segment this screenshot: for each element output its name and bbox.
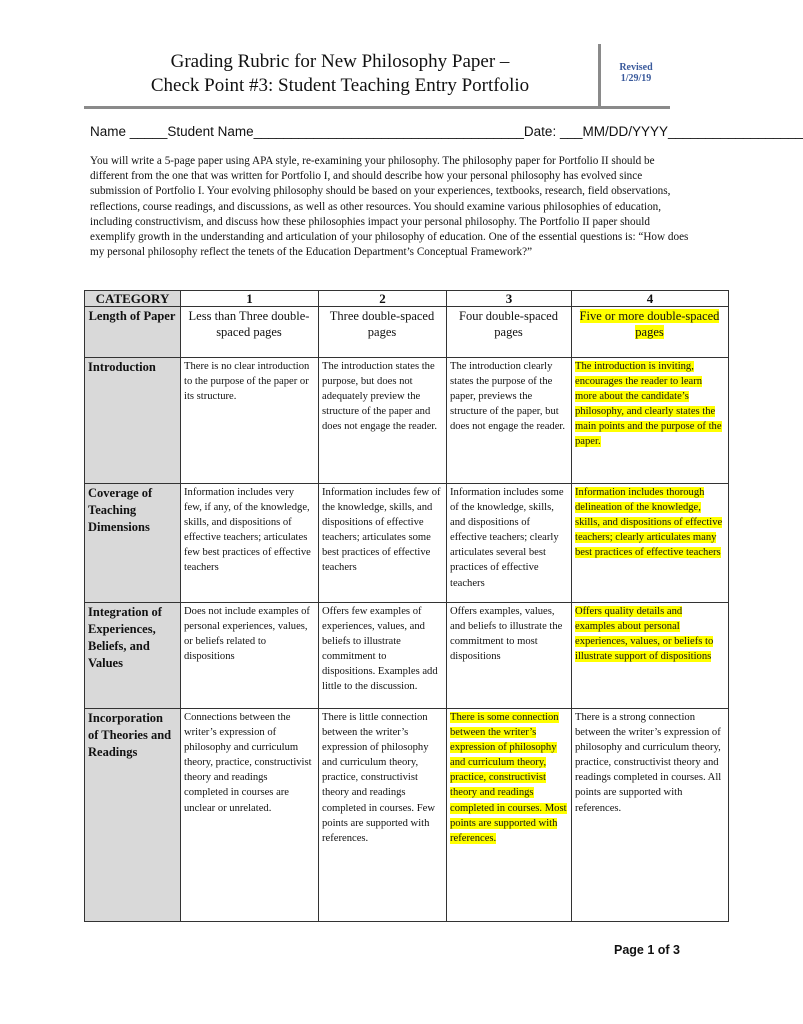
integration-score-2-text: Offers few examples of experiences, values, and beliefs to illustrate commitment to dispositions. Examples add little to the discussion. [322, 606, 438, 693]
incorporation-score-4-text: There is a strong connection between the writer’s expression of philosophy and curriculum theory, practice, constructivist theory and readings completed in courses. All points are supported with references. [575, 712, 722, 814]
category-length: Length of Paper [85, 307, 181, 358]
header-score-3: 3 [447, 291, 572, 307]
introduction-score-4 [572, 358, 729, 484]
rubric-header-row [85, 291, 729, 307]
name-date-line [90, 124, 803, 139]
introduction-score-2-text: The introduction states the purpose, but does not adequately preview the structure of the paper and does not engage the reader. [322, 361, 438, 433]
category-integration: Integration of Experiences, Beliefs, and Values [85, 603, 181, 709]
rubric-table [84, 290, 729, 922]
date-label: Date: [523, 124, 557, 139]
length-score-1 [181, 307, 319, 358]
incorporation-score-1-text: Connections between the writer’s expression of philosophy and curriculum theory, practice, constructivist theory and readings completed in courses are unclear or unrelated. [184, 712, 312, 814]
incorporation-score-3 [447, 709, 572, 922]
length-score-1-text: Less than Three double-spaced pages [188, 309, 310, 339]
name-value: _____Student Name____________________________________ [129, 124, 524, 139]
coverage-score-1 [181, 484, 319, 603]
introduction-score-2 [319, 358, 447, 484]
instructions-paragraph: You will write a 5-page paper using APA style, re-examining your philosophy. The philosophy paper for Portfolio II should be different from the one that was written for Portfolio I, and should describe how your personal philosophy has evolved since submission of Portfolio I. Your evolving philosophy should be based on your experiences, textbooks, research, field observations, reflections, course readings, and discussions, as well as other resources. You should examine various philosophies of education, including constructivism, and discuss how these philosophies impact your personal philosophy. The Portfolio II paper should exemplify growth in the understanding and articulation of your philosophy of education. One of the essential questions is: “How does my personal philosophy reflect the tenets of the Education Department’s Conceptual Framework?” [90, 155, 689, 259]
date-value: ___MM/DD/YYYY__________________ [559, 124, 803, 139]
length-score-2 [319, 307, 447, 358]
rubric-row-introduction [85, 358, 729, 484]
title-line-1: Grading Rubric for New Philosophy Paper – [170, 51, 510, 72]
introduction-score-3-text: The introduction clearly states the purpose of the paper, previews the structure of the paper, but does not engage the reader. [450, 361, 566, 433]
length-score-3-text: Four double-spaced pages [459, 309, 558, 339]
coverage-score-2 [319, 484, 447, 603]
name-label: Name [90, 124, 127, 139]
title-line-2: Check Point #3: Student Teaching Entry Portfolio [150, 75, 530, 96]
rubric-row-incorporation [85, 709, 729, 922]
integration-score-1-text: Does not include examples of personal experiences, values, or beliefs related to dispositions [184, 606, 310, 663]
revised-stamp [614, 62, 658, 84]
document-header [84, 44, 670, 109]
incorporation-score-2-text: There is little connection between the writer’s expression of philosophy and curriculum theory, practice, constructivist theory and readings completed in courses. Few points are supported with references. [322, 712, 435, 844]
category-introduction: Introduction [85, 358, 181, 484]
header-category: CATEGORY [85, 291, 181, 307]
category-incorporation: Incorporation of Theories and Readings [85, 709, 181, 922]
coverage-score-3 [447, 484, 572, 603]
incorporation-score-4 [572, 709, 729, 922]
length-score-3 [447, 307, 572, 358]
coverage-score-2-text: Information includes few of the knowledge, skills, and dispositions of effective teachers; articulates some best practices of effective teachers [322, 487, 441, 574]
integration-score-4 [572, 603, 729, 709]
incorporation-score-2 [319, 709, 447, 922]
revised-label: Revised [619, 62, 653, 73]
integration-score-1 [181, 603, 319, 709]
introduction-score-1 [181, 358, 319, 484]
category-coverage: Coverage of Teaching Dimensions [85, 484, 181, 603]
introduction-score-3 [447, 358, 572, 484]
coverage-score-4-text: Information includes thorough delineation of the knowledge, skills, and dispositions of effective teachers; clearly articulates many best practices of effective teachers [575, 487, 723, 559]
length-score-4-text: Five or more double-spaced pages [579, 309, 720, 339]
header-score-4: 4 [572, 291, 729, 307]
page-number: Page 1 of 3 [614, 943, 680, 957]
integration-score-2 [319, 603, 447, 709]
rubric-row-integration [85, 603, 729, 709]
coverage-score-3-text: Information includes some of the knowledge, skills, and dispositions of effective teachers; clearly articulates several best practices of effective teachers [450, 487, 564, 589]
header-score-1: 1 [181, 291, 319, 307]
revised-date: 1/29/19 [620, 73, 652, 84]
introduction-score-4-text: The introduction is inviting, encourages the reader to learn more about the candidate’s philosophy, and clearly states the main points and the purpose of the paper. [575, 361, 722, 448]
integration-score-3 [447, 603, 572, 709]
length-score-4 [572, 307, 729, 358]
integration-score-4-text: Offers quality details and examples about personal experiences, values, or beliefs to illustrate support of dispositions [575, 606, 714, 663]
incorporation-score-1 [181, 709, 319, 922]
rubric-row-length [85, 307, 729, 358]
header-divider [598, 44, 601, 108]
coverage-score-1-text: Information includes very few, if any, of the knowledge, skills, and dispositions of effective teachers; articulates few best practices of effective teachers [184, 487, 311, 574]
length-score-2-text: Three double-spaced pages [329, 309, 435, 339]
coverage-score-4 [572, 484, 729, 603]
introduction-score-1-text: There is no clear introduction to the purpose of the paper or its structure. [184, 361, 310, 403]
incorporation-score-3-text: There is some connection between the writer’s expression of philosophy and curriculum theory, practice, constructivist theory and readings completed in courses. Most points are supported with references. [450, 712, 567, 844]
header-score-2: 2 [319, 291, 447, 307]
document-title [84, 50, 596, 98]
integration-score-3-text: Offers examples, values, and beliefs to illustrate the commitment to most dispositions [450, 606, 563, 663]
rubric-row-coverage [85, 484, 729, 603]
